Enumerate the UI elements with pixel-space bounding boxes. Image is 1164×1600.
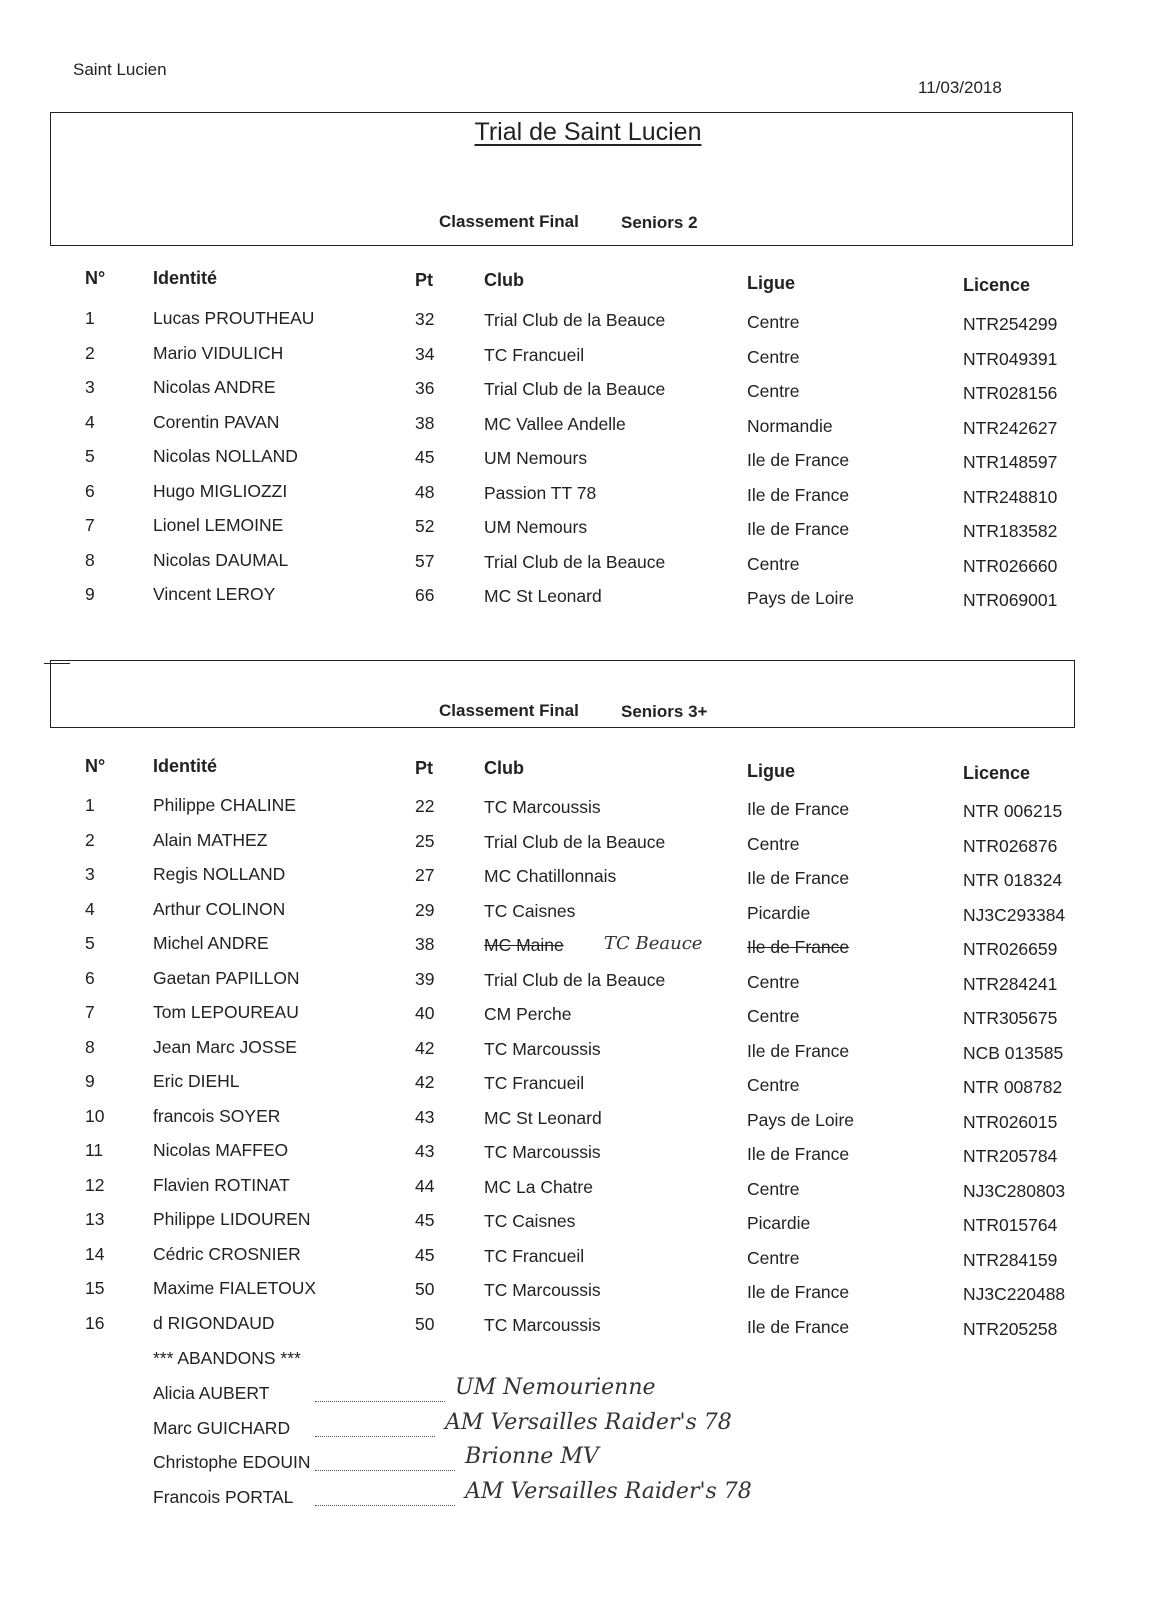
- identity-cell: Hugo MIGLIOZZI: [153, 480, 288, 501]
- rank-cell: 6: [85, 967, 95, 988]
- rank-cell: 7: [85, 1002, 95, 1022]
- license-cell: NTR205784: [963, 1146, 1058, 1166]
- points-cell: 36: [415, 378, 435, 398]
- col-points: Pt: [415, 270, 433, 290]
- club-cell: Trial Club de la Beauce: [484, 551, 666, 572]
- col-league: Ligue: [747, 273, 795, 293]
- rank-cell: 3: [85, 377, 95, 397]
- license-cell: NTR 018324: [963, 870, 1063, 890]
- abandon-name: Christophe EDOUIN: [153, 1452, 311, 1472]
- rank-cell: 9: [85, 1071, 95, 1091]
- rank-cell: 2: [85, 342, 95, 363]
- points-cell: 66: [415, 585, 435, 605]
- handwritten-club: AM Versailles Raider's 78: [465, 1478, 752, 1504]
- points-cell: 27: [415, 865, 435, 885]
- club-cell: TC Francueil: [484, 1073, 585, 1093]
- identity-cell: Nicolas ANDRE: [153, 377, 276, 397]
- fill-line: [315, 1436, 435, 1437]
- license-cell: NTR248810: [963, 486, 1058, 507]
- rank-cell: 13: [85, 1209, 105, 1229]
- col-points: Pt: [415, 758, 433, 778]
- league-cell: Centre: [747, 971, 800, 992]
- league-cell: Ile de France: [747, 868, 850, 888]
- identity-cell: Eric DIEHL: [153, 1071, 240, 1091]
- identity-cell: Alain MATHEZ: [153, 829, 268, 850]
- league-cell: Centre: [747, 833, 800, 854]
- rank-cell: 15: [85, 1278, 105, 1298]
- club-cell: MC La Chatre: [484, 1176, 593, 1197]
- points-cell: 43: [415, 1106, 435, 1127]
- league-cell: Normandie: [747, 415, 833, 436]
- event-date: 11/03/2018: [918, 78, 1002, 97]
- identity-cell: Nicolas NOLLAND: [153, 446, 298, 466]
- seniors3-category: Seniors 3+: [621, 702, 708, 721]
- location-label: Saint Lucien: [73, 60, 167, 79]
- license-cell: NTR148597: [963, 452, 1058, 472]
- league-cell: Centre: [747, 1075, 800, 1095]
- league-cell: Centre: [747, 312, 800, 332]
- points-cell: 50: [415, 1313, 435, 1334]
- club-cell: MC Maine: [484, 935, 564, 955]
- license-cell: NTR026015: [963, 1111, 1058, 1132]
- club-cell: TC Marcoussis: [484, 797, 601, 817]
- identity-cell: Maxime FIALETOUX: [153, 1278, 317, 1298]
- club-cell: Passion TT 78: [484, 482, 597, 503]
- col-rank: N°: [85, 756, 106, 776]
- points-cell: 44: [415, 1175, 435, 1196]
- abandons-label: *** ABANDONS ***: [153, 1348, 301, 1368]
- license-cell: NTR305675: [963, 1008, 1058, 1028]
- identity-cell: Jean Marc JOSSE: [153, 1036, 297, 1057]
- license-cell: NTR026876: [963, 835, 1058, 856]
- league-cell: Ile de France: [747, 1282, 850, 1302]
- club-cell: Trial Club de la Beauce: [484, 969, 666, 990]
- license-cell: NTR 008782: [963, 1077, 1063, 1097]
- club-cell: MC St Leonard: [484, 1107, 602, 1128]
- league-cell: Ile de France: [747, 1144, 850, 1164]
- club-cell: TC Caisnes: [484, 1211, 576, 1231]
- points-cell: 39: [415, 968, 435, 989]
- col-license: Licence: [963, 275, 1031, 295]
- league-cell: Ile de France: [747, 1316, 850, 1337]
- col-league: Ligue: [747, 761, 795, 781]
- identity-cell: francois SOYER: [153, 1105, 281, 1126]
- league-cell: Pays de Loire: [747, 588, 855, 608]
- rank-cell: 8: [85, 549, 95, 570]
- identity-cell: Vincent LEROY: [153, 584, 276, 604]
- points-cell: 40: [415, 1003, 435, 1023]
- rank-cell: 12: [85, 1174, 105, 1195]
- identity-cell: Philippe LIDOUREN: [153, 1209, 311, 1229]
- rank-cell: 10: [85, 1105, 105, 1126]
- identity-cell: Michel ANDRE: [153, 933, 269, 953]
- col-identity: Identité: [153, 268, 218, 288]
- rank-cell: 9: [85, 584, 95, 604]
- club-cell: TC Caisnes: [484, 900, 576, 921]
- league-cell: Centre: [747, 381, 800, 401]
- license-cell: NTR183582: [963, 521, 1058, 541]
- points-cell: 52: [415, 516, 435, 536]
- points-cell: 45: [415, 1210, 435, 1230]
- club-cell: MC Vallee Andelle: [484, 413, 626, 434]
- club-cell: UM Nemours: [484, 517, 588, 537]
- identity-cell: Philippe CHALINE: [153, 795, 296, 815]
- license-cell: NTR015764: [963, 1215, 1058, 1235]
- league-cell: Ile de France: [747, 1040, 850, 1061]
- league-cell: Ile de France: [747, 937, 850, 957]
- col-identity: Identité: [153, 756, 218, 776]
- rank-cell: 5: [85, 933, 95, 953]
- license-cell: NTR026659: [963, 939, 1058, 959]
- license-cell: NJ3C220488: [963, 1284, 1066, 1304]
- handwritten-club-correction: TC Beauce: [604, 933, 703, 954]
- identity-cell: Lionel LEMOINE: [153, 515, 284, 535]
- license-cell: NJ3C280803: [963, 1180, 1066, 1201]
- license-cell: NTR049391: [963, 348, 1058, 369]
- license-cell: NTR028156: [963, 383, 1058, 403]
- club-cell: TC Marcoussis: [484, 1142, 601, 1162]
- league-cell: Ile de France: [747, 450, 850, 470]
- points-cell: 38: [415, 412, 435, 433]
- rank-cell: 2: [85, 829, 95, 850]
- club-cell: Trial Club de la Beauce: [484, 310, 666, 330]
- rank-cell: 7: [85, 515, 95, 535]
- event-title: Trial de Saint Lucien: [474, 118, 702, 146]
- fill-line: [315, 1401, 445, 1402]
- club-cell: MC St Leonard: [484, 586, 602, 606]
- points-cell: 32: [415, 309, 435, 329]
- fill-line: [315, 1470, 455, 1471]
- league-cell: Ile de France: [747, 519, 850, 539]
- points-cell: 48: [415, 481, 435, 502]
- abandon-name: Marc GUICHARD: [153, 1417, 291, 1438]
- license-cell: NTR254299: [963, 314, 1058, 334]
- license-cell: NTR026660: [963, 555, 1058, 576]
- club-cell: CM Perche: [484, 1004, 572, 1024]
- identity-cell: Regis NOLLAND: [153, 864, 286, 884]
- identity-cell: Corentin PAVAN: [153, 411, 280, 432]
- col-rank: N°: [85, 268, 106, 288]
- col-club: Club: [484, 270, 524, 290]
- points-cell: 50: [415, 1279, 435, 1299]
- league-cell: Centre: [747, 1006, 800, 1026]
- points-cell: 22: [415, 796, 435, 816]
- identity-cell: Flavien ROTINAT: [153, 1174, 290, 1195]
- rank-cell: 5: [85, 446, 95, 466]
- seniors3-section-label: Classement Final: [439, 701, 579, 720]
- club-cell: TC Francueil: [484, 1245, 585, 1266]
- rank-cell: 1: [85, 795, 95, 815]
- club-cell: TC Marcoussis: [484, 1038, 601, 1059]
- league-cell: Pays de Loire: [747, 1109, 855, 1130]
- license-cell: NTR284159: [963, 1249, 1058, 1270]
- rank-cell: 3: [85, 864, 95, 884]
- col-license: Licence: [963, 763, 1031, 783]
- club-cell: TC Marcoussis: [484, 1314, 601, 1335]
- license-cell: NTR069001: [963, 590, 1058, 610]
- license-cell: NTR284241: [963, 973, 1058, 994]
- abandon-name: Francois PORTAL: [153, 1486, 294, 1507]
- handwritten-club: Brionne MV: [465, 1444, 599, 1469]
- license-cell: NTR 006215: [963, 801, 1063, 821]
- handwritten-club: UM Nemourienne: [455, 1375, 656, 1400]
- points-cell: 42: [415, 1037, 435, 1058]
- league-cell: Centre: [747, 1247, 800, 1268]
- points-cell: 42: [415, 1072, 435, 1092]
- identity-cell: Gaetan PAPILLON: [153, 967, 300, 988]
- league-cell: Centre: [747, 346, 800, 367]
- abandon-name: Alicia AUBERT: [153, 1383, 270, 1403]
- rank-cell: 4: [85, 411, 95, 432]
- handwritten-club: AM Versailles Raider's 78: [445, 1409, 732, 1435]
- identity-cell: Lucas PROUTHEAU: [153, 308, 315, 328]
- identity-cell: Mario VIDULICH: [153, 342, 284, 363]
- identity-cell: Cédric CROSNIER: [153, 1243, 301, 1264]
- club-cell: TC Marcoussis: [484, 1280, 601, 1300]
- rank-cell: 4: [85, 898, 95, 919]
- seniors2-section-label: Classement Final: [439, 212, 579, 231]
- license-cell: NTR205258: [963, 1318, 1058, 1339]
- identity-cell: Tom LEPOUREAU: [153, 1002, 299, 1022]
- identity-cell: Arthur COLINON: [153, 898, 286, 919]
- license-cell: NCB 013585: [963, 1042, 1064, 1063]
- points-cell: 57: [415, 550, 435, 571]
- rank-cell: 8: [85, 1036, 95, 1057]
- club-cell: UM Nemours: [484, 448, 588, 468]
- league-cell: Picardie: [747, 1213, 811, 1233]
- license-cell: NJ3C293384: [963, 904, 1066, 925]
- identity-cell: d RIGONDAUD: [153, 1312, 275, 1333]
- col-club: Club: [484, 758, 524, 778]
- points-cell: 29: [415, 899, 435, 920]
- league-cell: Ile de France: [747, 484, 850, 505]
- rank-cell: 16: [85, 1312, 105, 1333]
- license-cell: NTR242627: [963, 417, 1058, 438]
- league-cell: Ile de France: [747, 799, 850, 819]
- club-cell: Trial Club de la Beauce: [484, 831, 666, 852]
- fill-line: [315, 1505, 455, 1506]
- points-cell: 43: [415, 1141, 435, 1161]
- rank-cell: 6: [85, 480, 95, 501]
- rank-cell: 11: [85, 1140, 104, 1160]
- points-cell: 45: [415, 447, 435, 467]
- league-cell: Picardie: [747, 902, 811, 923]
- points-cell: 34: [415, 343, 435, 364]
- rank-cell: 14: [85, 1243, 105, 1264]
- points-cell: 45: [415, 1244, 435, 1265]
- club-cell: Trial Club de la Beauce: [484, 379, 666, 399]
- league-cell: Centre: [747, 553, 800, 574]
- points-cell: 38: [415, 934, 435, 954]
- rank-cell: 1: [85, 308, 95, 328]
- points-cell: 25: [415, 830, 435, 851]
- seniors2-category: Seniors 2: [621, 213, 698, 232]
- league-cell: Centre: [747, 1178, 800, 1199]
- club-cell: MC Chatillonnais: [484, 866, 617, 886]
- identity-cell: Nicolas DAUMAL: [153, 549, 289, 570]
- club-cell: TC Francueil: [484, 344, 585, 365]
- identity-cell: Nicolas MAFFEO: [153, 1140, 289, 1160]
